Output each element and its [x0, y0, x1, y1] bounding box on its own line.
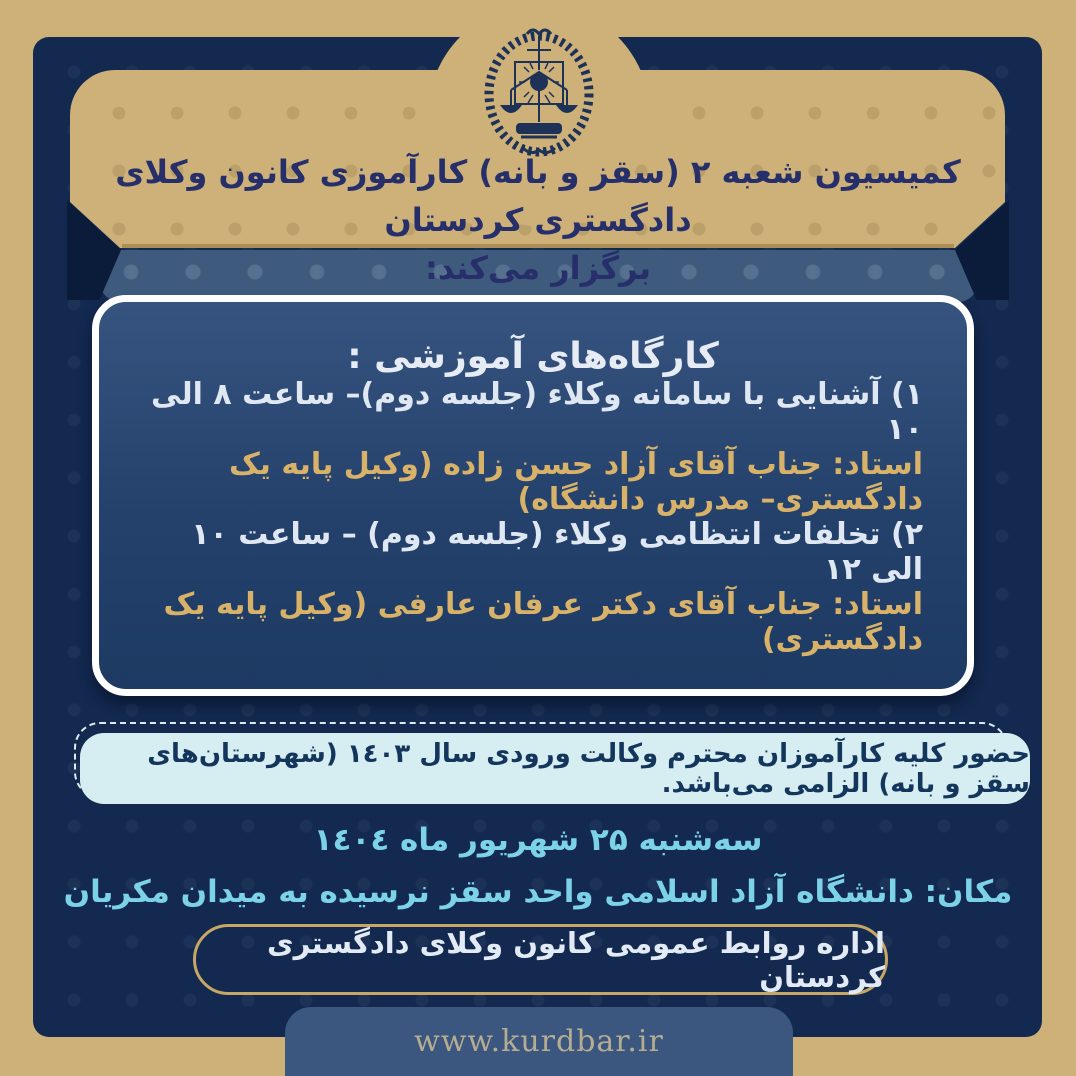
workshops-panel — [92, 295, 974, 696]
public-relations-pill — [193, 924, 888, 995]
event-location: مکان: دانشگاه آزاد اسلامی واحد سقز نرسیده به میدان مکریان — [63, 874, 1013, 910]
workshop-1-title: ۱) آشنایی با سامانه وکلاء (جلسه دوم)– ساعت ۸ الی ۱۰ — [150, 377, 923, 447]
poster-title-line1: کمیسیون شعبه ۲ (سقز و بانه) کارآموزی کانون وکلای دادگستری کردستان — [115, 153, 961, 239]
workshop-2-instructor: استاد: جناب آقای دکتر عرفان عارفی (وکیل پایه یک دادگستری) — [163, 587, 923, 657]
scales-of-justice-icon — [475, 24, 603, 162]
poster-title — [80, 148, 996, 292]
workshops-heading: کارگاه‌های آموزشی : — [347, 336, 719, 377]
workshop-2-title: ۲) تخلفات انتظامی وکلاء (جلسه دوم) – ساعت ۱۰ الی ۱۲ — [191, 517, 923, 587]
public-relations-label: اداره روابط عمومی کانون وکلای دادگستری کردستان — [267, 925, 885, 994]
workshop-1-instructor: استاد: جناب آقای آزاد حسن زاده (وکیل پایه یک دادگستری– مدرس دانشگاه) — [228, 447, 923, 517]
website-url: www.kurdbar.ir — [414, 1024, 664, 1059]
event-date: سه‌شنبه ۲۵ شهریور ماه ۱٤۰٤ — [313, 822, 763, 858]
attendance-notice — [80, 733, 1030, 804]
website-bar — [285, 1007, 793, 1076]
poster-title-line2: برگزار می‌کند: — [424, 249, 652, 287]
attendance-notice-text: حضور کلیه کارآموزان محترم وکالت ورودی سال ۱٤۰۳ (شهرستان‌های سقز و بانه) الزامی می‌باشد. — [147, 738, 1030, 799]
